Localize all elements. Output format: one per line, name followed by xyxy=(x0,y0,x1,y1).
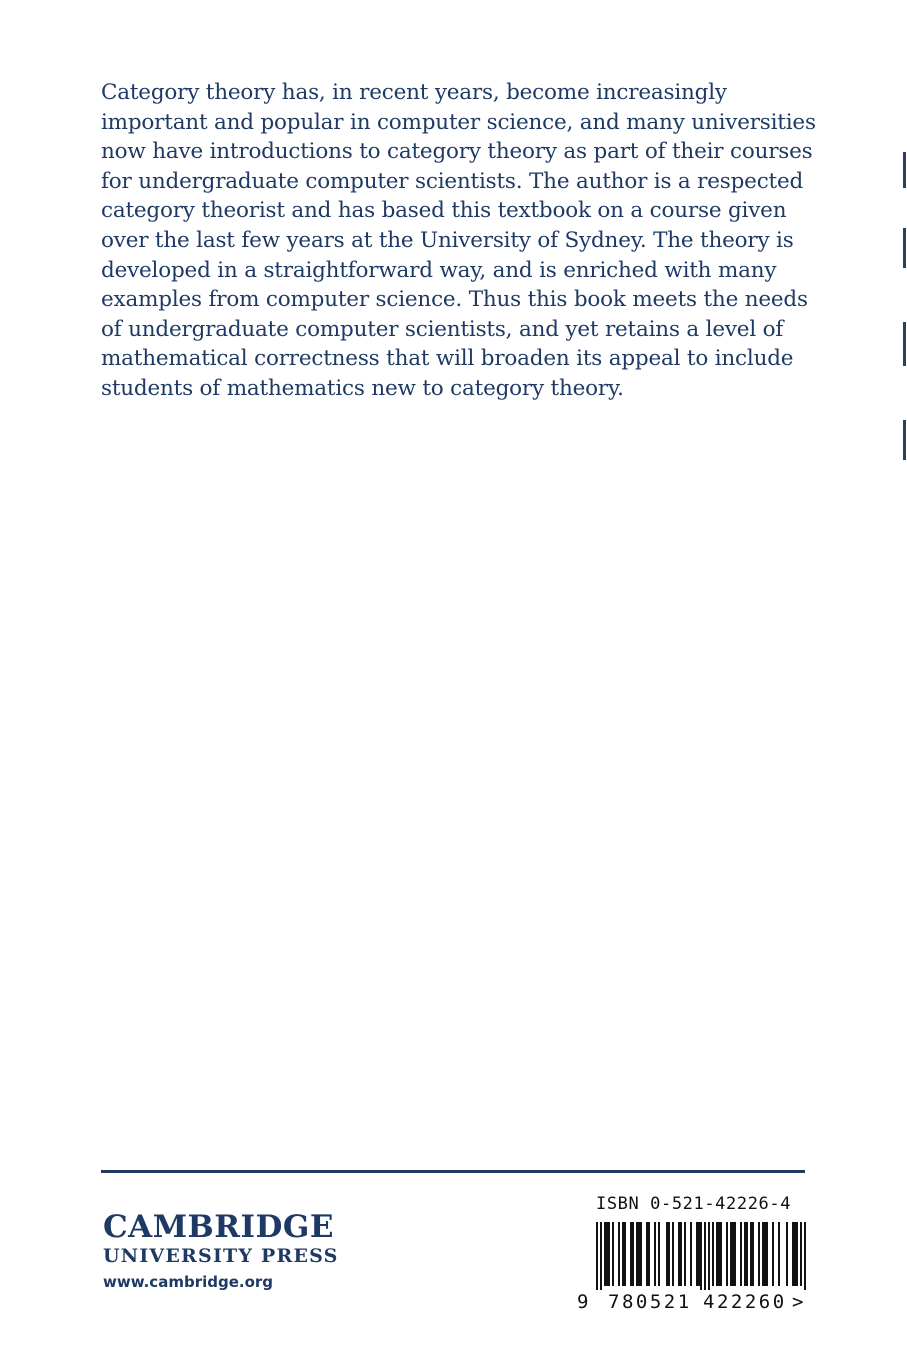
barcode-bar xyxy=(606,1222,608,1286)
edge-mark xyxy=(903,228,906,268)
barcode-bar xyxy=(646,1222,648,1286)
barcode-bar xyxy=(636,1222,638,1286)
barcode-bar xyxy=(734,1222,736,1286)
barcode-bar xyxy=(654,1222,656,1286)
barcode-bar xyxy=(640,1222,642,1286)
edge-mark xyxy=(903,420,906,460)
barcode-bar xyxy=(792,1222,794,1286)
barcode-bar xyxy=(638,1222,640,1286)
barcode-bar xyxy=(778,1222,780,1286)
barcode-bar xyxy=(804,1222,806,1290)
edge-mark xyxy=(903,322,906,366)
barcode-bar xyxy=(730,1222,732,1286)
barcode-bar xyxy=(658,1222,660,1286)
barcode-bar xyxy=(704,1222,706,1290)
barcode-bar xyxy=(648,1222,650,1286)
publisher-subtitle: UNIVERSITY PRESS xyxy=(103,1245,339,1267)
barcode-bar xyxy=(762,1222,764,1286)
barcode-bar xyxy=(630,1222,632,1286)
barcode-bar xyxy=(600,1222,602,1290)
barcode-bar xyxy=(680,1222,682,1286)
barcode-digits-right: 422260 xyxy=(703,1291,787,1313)
barcode-bar xyxy=(758,1222,760,1286)
barcode-bar xyxy=(684,1222,686,1286)
barcode-digits-left: 780521 xyxy=(608,1291,692,1313)
barcode-bar xyxy=(612,1222,614,1286)
barcode-bar xyxy=(772,1222,774,1286)
barcode-bar xyxy=(604,1222,606,1286)
barcode-bar xyxy=(718,1222,720,1286)
barcode-bar xyxy=(708,1222,710,1290)
barcode-end-mark: > xyxy=(792,1291,804,1313)
barcode-bar xyxy=(750,1222,752,1286)
barcode-bar xyxy=(794,1222,796,1286)
barcode-bar xyxy=(624,1222,626,1286)
barcode-bar xyxy=(690,1222,692,1286)
barcode-bar xyxy=(740,1222,742,1286)
barcode-bar xyxy=(696,1222,698,1286)
barcode-bar xyxy=(746,1222,748,1286)
barcode xyxy=(596,1222,810,1290)
barcode-bar xyxy=(632,1222,634,1286)
barcode-bar xyxy=(608,1222,610,1286)
publisher-logo xyxy=(103,1210,339,1294)
barcode-bar xyxy=(672,1222,674,1286)
barcode-bar xyxy=(678,1222,680,1286)
barcode-bar xyxy=(716,1222,718,1286)
barcode-bar xyxy=(786,1222,788,1286)
barcode-bar xyxy=(618,1222,620,1286)
barcode-bar xyxy=(752,1222,754,1286)
isbn-label: ISBN 0-521-42226-4 xyxy=(596,1194,792,1214)
edge-mark xyxy=(903,152,906,188)
publisher-website: www.cambridge.org xyxy=(103,1273,274,1291)
barcode-bar xyxy=(732,1222,734,1286)
barcode-bar xyxy=(700,1222,702,1290)
barcode-digit-first: 9 xyxy=(577,1291,589,1313)
barcode-bar xyxy=(796,1222,798,1286)
barcode-bar xyxy=(668,1222,670,1286)
barcode-bar xyxy=(800,1222,802,1286)
book-description: Category theory has, in recent years, become increasingly important and popular in computer science, and many universities now have introductions to category theory as part of their courses for undergraduate computer scientists. The author is a respected category theorist and has based this textbook on a course given over the last few years at the University of Sydney. The theory is developed in a straightforward way, and is enriched with many examples from computer science. Thus this book meets the needs of undergraduate computer scientists, and yet retains a level of mathematical correctness that will broaden its appeal to include students of mathematics new to category theory. xyxy=(101,80,816,401)
barcode-bar xyxy=(596,1222,598,1290)
barcode-bar xyxy=(726,1222,728,1286)
divider-rule xyxy=(101,1170,805,1173)
barcode-bar xyxy=(720,1222,722,1286)
barcode-bar xyxy=(712,1222,714,1286)
publisher-name: CAMBRIDGE xyxy=(103,1209,334,1245)
barcode-bar xyxy=(766,1222,768,1286)
barcode-bar xyxy=(744,1222,746,1286)
barcode-bar xyxy=(622,1222,624,1286)
barcode-bar xyxy=(764,1222,766,1286)
barcode-bar xyxy=(698,1222,700,1286)
barcode-bar xyxy=(666,1222,668,1286)
